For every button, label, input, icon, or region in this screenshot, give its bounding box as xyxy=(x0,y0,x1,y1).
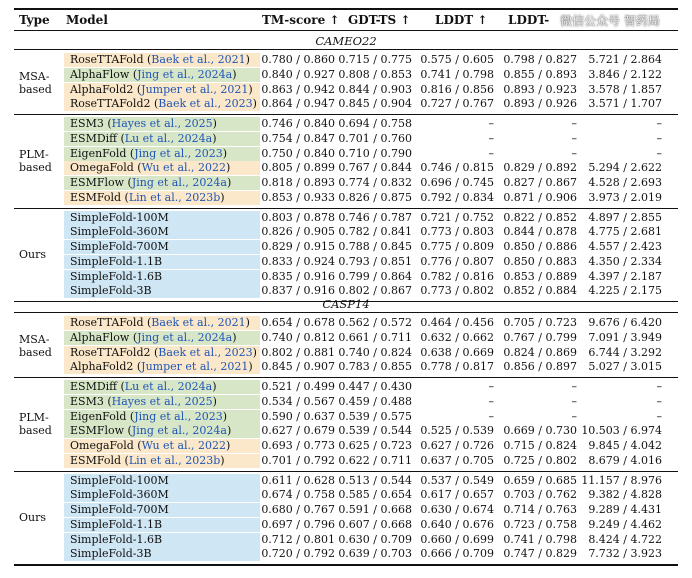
lddt-cell: 0.696 / 0.745 xyxy=(420,176,494,189)
lddt-cell: 0.630 / 0.674 xyxy=(420,503,494,516)
lddt-second-cell: 0.871 / 0.906 xyxy=(503,190,577,204)
table-top-rule xyxy=(14,8,678,10)
model-name xyxy=(70,225,169,239)
lddt-cell: 0.775 / 0.809 xyxy=(420,240,494,253)
model-name: AlphaFold2 (Jumper et al., 2021) xyxy=(70,360,253,374)
model-label: ESMDiff xyxy=(70,131,117,145)
model-name xyxy=(70,211,169,225)
model-label: AlphaFold2 xyxy=(70,360,134,374)
lddt-second-cell: 0.798 / 0.827 xyxy=(503,53,577,66)
citation-link[interactable]: Jing et al., 2024a xyxy=(137,330,233,344)
model-label: SimpleFold-700M xyxy=(70,503,169,516)
group-type-line: MSA- xyxy=(19,69,50,83)
lddt-second-cell: – xyxy=(571,394,577,408)
model-name: AlphaFlow (Jing et al., 2024a) xyxy=(70,330,237,344)
tm-score-cell: 0.864 / 0.947 xyxy=(261,97,335,111)
gdt-ts-cell: 0.447 / 0.430 xyxy=(338,380,412,393)
group-rule xyxy=(14,208,678,209)
model-name: OmegaFold (Wu et al., 2022) xyxy=(70,439,231,452)
group-type-line: Ours xyxy=(19,248,47,262)
lddt-second-cell: 0.893 / 0.923 xyxy=(503,82,577,96)
model-name: EigenFold (Jing et al., 2023) xyxy=(70,146,228,160)
lddt-second-cell: 0.852 / 0.884 xyxy=(503,284,577,298)
gdt-ts-cell: 0.788 / 0.845 xyxy=(338,240,412,253)
citation-link[interactable]: Lin et al., 2023b xyxy=(128,190,221,204)
lddt-second-cell: 0.856 / 0.897 xyxy=(503,360,577,374)
lddt-cell: 0.778 / 0.817 xyxy=(420,360,494,374)
lddt-second-cell: – xyxy=(571,131,577,145)
lddt-cell: – xyxy=(488,146,494,160)
model-label: SimpleFold-1.6B xyxy=(70,532,163,546)
group-type-line: PLM- xyxy=(19,411,49,425)
gdt-ts-cell: 0.625 / 0.723 xyxy=(338,439,412,452)
lddt-second-cell: 0.824 / 0.869 xyxy=(503,345,577,359)
lddt-cell: – xyxy=(488,394,494,408)
tm-score-cell: 0.740 / 0.812 xyxy=(261,330,335,344)
rmsd-cell: 9.249 / 4.462 xyxy=(588,517,662,531)
citation-link[interactable]: Lu et al., 2024a xyxy=(124,131,213,145)
citation-link[interactable]: Baek et al., 2021 xyxy=(151,316,246,329)
header-model: Model xyxy=(66,13,108,27)
group-type-line: based xyxy=(19,161,52,175)
rmsd-cell: 4.775 / 2.681 xyxy=(588,225,662,239)
model-name: ESMFlow (Jing et al., 2024a) xyxy=(70,424,232,438)
citation-link[interactable]: Lin et al., 2023b xyxy=(128,453,221,467)
rmsd-cell: 9.289 / 4.431 xyxy=(588,503,662,516)
tm-score-cell: 0.521 / 0.499 xyxy=(261,380,335,393)
rmsd-cell: – xyxy=(656,117,662,130)
group-type-label xyxy=(19,411,52,437)
model-name: RoseTTAFold2 (Baek et al., 2023) xyxy=(70,345,257,359)
lddt-cell: 0.617 / 0.657 xyxy=(420,488,494,502)
rmsd-cell: 4.397 / 2.187 xyxy=(588,269,662,283)
gdt-ts-cell: 0.782 / 0.841 xyxy=(338,225,412,239)
citation-link[interactable]: Baek et al., 2023 xyxy=(158,345,253,359)
tm-score-cell: 0.835 / 0.916 xyxy=(261,269,335,283)
rmsd-cell: 3.846 / 2.122 xyxy=(588,67,662,81)
group-type-line: Ours xyxy=(19,511,47,525)
tm-score-cell: 0.840 / 0.927 xyxy=(261,67,335,81)
model-label: ESMFold xyxy=(70,453,122,467)
gdt-ts-cell: 0.639 / 0.703 xyxy=(338,547,412,561)
rmsd-cell: 8.424 / 4.722 xyxy=(588,532,662,546)
lddt-second-cell: 0.723 / 0.758 xyxy=(503,517,577,531)
model-name: ESMDiff (Lu et al., 2024a) xyxy=(70,380,217,393)
citation-link[interactable]: Hayes et al., 2025 xyxy=(111,394,213,408)
rmsd-cell: 10.503 / 6.974 xyxy=(581,424,662,438)
model-label: ESMFold xyxy=(70,190,122,204)
model-name xyxy=(70,255,162,269)
model-label: SimpleFold-3B xyxy=(70,547,152,561)
tm-score-cell: 0.590 / 0.637 xyxy=(261,409,335,423)
lddt-second-cell: – xyxy=(571,117,577,130)
gdt-ts-cell: 0.740 / 0.824 xyxy=(338,345,412,359)
model-label: SimpleFold-360M xyxy=(70,488,169,502)
lddt-second-cell: 0.829 / 0.892 xyxy=(503,161,577,175)
gdt-ts-cell: 0.802 / 0.867 xyxy=(338,284,412,298)
group-type-line: based xyxy=(19,345,52,359)
lddt-cell: 0.640 / 0.676 xyxy=(420,517,494,531)
citation-link[interactable]: Jing et al., 2023 xyxy=(134,146,223,160)
tm-score-cell: 0.829 / 0.915 xyxy=(261,240,335,253)
citation-link[interactable]: Jing et al., 2024a xyxy=(131,424,227,438)
gdt-ts-cell: 0.808 / 0.853 xyxy=(338,67,412,81)
header-lddt: LDDT ↑ xyxy=(435,13,488,27)
header-rule xyxy=(14,30,678,31)
tm-score-cell: 0.802 / 0.881 xyxy=(261,345,335,359)
gdt-ts-cell: 0.844 / 0.903 xyxy=(338,82,412,96)
model-name: RoseTTAFold (Baek et al., 2021) xyxy=(70,316,250,329)
model-label: RoseTTAFold xyxy=(70,316,144,329)
model-name: AlphaFold2 (Jumper et al., 2021) xyxy=(70,82,253,96)
rmsd-cell: 4.350 / 2.334 xyxy=(588,254,662,268)
lddt-second-cell: 0.714 / 0.763 xyxy=(503,503,577,516)
model-name xyxy=(70,503,169,517)
rmsd-cell: 5.027 / 3.015 xyxy=(588,360,662,374)
lddt-second-cell: 0.703 / 0.762 xyxy=(503,488,577,502)
group-rule xyxy=(14,471,678,472)
rmsd-cell: 3.578 / 1.857 xyxy=(588,82,662,96)
model-label: RoseTTAFold2 xyxy=(70,97,151,111)
lddt-second-cell: 0.853 / 0.889 xyxy=(503,269,577,283)
rmsd-cell: 7.091 / 3.949 xyxy=(588,330,662,344)
model-label: SimpleFold-100M xyxy=(70,210,169,224)
model-name: ESMDiff (Lu et al., 2024a) xyxy=(70,131,217,145)
model-name xyxy=(70,270,162,284)
model-name: RoseTTAFold2 (Baek et al., 2023) xyxy=(70,97,257,111)
gdt-ts-cell: 0.710 / 0.790 xyxy=(338,146,412,160)
model-name: ESMFold (Lin et al., 2023b) xyxy=(70,190,225,204)
rmsd-cell: 9.676 / 6.420 xyxy=(588,316,662,329)
tm-score-cell: 0.805 / 0.899 xyxy=(261,161,335,175)
tm-score-cell: 0.826 / 0.905 xyxy=(261,225,335,239)
lddt-cell: 0.727 / 0.767 xyxy=(420,97,494,111)
lddt-second-cell: – xyxy=(571,146,577,160)
group-rule xyxy=(14,377,678,378)
tm-score-cell: 0.818 / 0.893 xyxy=(261,176,335,189)
group-type-label xyxy=(19,333,52,359)
lddt-second-cell: 0.659 / 0.685 xyxy=(503,473,577,487)
model-name xyxy=(70,547,152,561)
model-label: SimpleFold-1.6B xyxy=(70,269,163,283)
citation-link[interactable]: Wu et al., 2022 xyxy=(141,439,227,452)
header-gdt-ts: GDT-TS ↑ xyxy=(348,13,411,27)
lddt-cell: 0.746 / 0.815 xyxy=(420,161,494,175)
model-label: EigenFold xyxy=(70,409,127,423)
tm-score-cell: 0.803 / 0.878 xyxy=(261,210,335,224)
gdt-ts-cell: 0.585 / 0.654 xyxy=(338,488,412,502)
gdt-ts-cell: 0.630 / 0.709 xyxy=(338,532,412,546)
lddt-cell: 0.525 / 0.539 xyxy=(420,424,494,438)
lddt-cell: 0.632 / 0.662 xyxy=(420,330,494,344)
model-label: OmegaFold xyxy=(70,439,134,452)
model-label: EigenFold xyxy=(70,146,127,160)
model-name xyxy=(70,474,169,488)
group-type-line: MSA- xyxy=(19,332,50,346)
model-label: SimpleFold-700M xyxy=(70,240,169,253)
model-label: ESMDiff xyxy=(70,380,117,393)
tm-score-cell: 0.746 / 0.840 xyxy=(261,117,335,130)
section-title: CAMEO22 xyxy=(315,34,377,48)
group-type-line: based xyxy=(19,82,52,96)
rmsd-cell: 8.679 / 4.016 xyxy=(588,453,662,467)
tm-score-cell: 0.674 / 0.758 xyxy=(261,488,335,502)
lddt-cell: – xyxy=(488,380,494,393)
lddt-cell: 0.776 / 0.807 xyxy=(420,254,494,268)
gdt-ts-cell: 0.539 / 0.575 xyxy=(338,409,412,423)
model-name: AlphaFlow (Jing et al., 2024a) xyxy=(70,67,237,81)
model-label: ESMFlow xyxy=(70,424,125,438)
group-type-label xyxy=(19,70,52,96)
lddt-second-cell: 0.669 / 0.730 xyxy=(503,424,577,438)
lddt-second-cell: 0.893 / 0.926 xyxy=(503,97,577,111)
gdt-ts-cell: 0.459 / 0.488 xyxy=(338,394,412,408)
header-type: Type xyxy=(19,13,50,27)
tm-score-cell: 0.845 / 0.907 xyxy=(261,360,335,374)
model-name: ESMFlow (Jing et al., 2024a) xyxy=(70,176,232,189)
model-name: EigenFold (Jing et al., 2023) xyxy=(70,409,228,423)
gdt-ts-cell: 0.539 / 0.544 xyxy=(338,424,412,438)
model-label: AlphaFlow xyxy=(70,330,130,344)
rmsd-cell: 4.225 / 2.175 xyxy=(588,284,662,298)
lddt-cell: 0.782 / 0.816 xyxy=(420,269,494,283)
rmsd-cell: 9.845 / 4.042 xyxy=(588,439,662,452)
citation-link[interactable]: Jing et al., 2023 xyxy=(134,409,223,423)
tm-score-cell: 0.720 / 0.792 xyxy=(261,547,335,561)
gdt-ts-cell: 0.591 / 0.668 xyxy=(338,503,412,516)
citation-link[interactable]: Jing et al., 2024a xyxy=(131,176,227,189)
citation-link[interactable]: Wu et al., 2022 xyxy=(141,161,227,175)
gdt-ts-cell: 0.715 / 0.775 xyxy=(338,53,412,66)
rmsd-cell: 7.732 / 3.923 xyxy=(588,547,662,561)
rmsd-cell: 11.157 / 8.976 xyxy=(581,473,662,487)
tm-score-cell: 0.863 / 0.942 xyxy=(261,82,335,96)
model-label: ESMFlow xyxy=(70,176,125,189)
model-label: OmegaFold xyxy=(70,161,134,175)
lddt-cell: 0.627 / 0.726 xyxy=(420,439,494,452)
header-lddt-second: LDDT- xyxy=(508,13,550,27)
group-type-label xyxy=(19,511,46,524)
model-label: SimpleFold-3B xyxy=(70,284,152,298)
lddt-cell: 0.464 / 0.456 xyxy=(420,316,494,329)
gdt-ts-cell: 0.607 / 0.668 xyxy=(338,517,412,531)
rmsd-cell: 4.557 / 2.423 xyxy=(588,240,662,253)
lddt-cell: 0.741 / 0.798 xyxy=(420,67,494,81)
tm-score-cell: 0.697 / 0.796 xyxy=(261,517,335,531)
rmsd-cell: 4.528 / 2.693 xyxy=(588,176,662,189)
citation-link[interactable]: Hayes et al., 2025 xyxy=(111,117,213,130)
lddt-second-cell: 0.844 / 0.878 xyxy=(503,225,577,239)
lddt-cell: 0.792 / 0.834 xyxy=(420,190,494,204)
gdt-ts-cell: 0.701 / 0.760 xyxy=(338,131,412,145)
lddt-second-cell: 0.715 / 0.824 xyxy=(503,439,577,452)
citation-link[interactable]: Jumper et al., 2021 xyxy=(141,360,249,374)
tm-score-cell: 0.654 / 0.678 xyxy=(261,316,335,329)
lddt-second-cell: 0.767 / 0.799 xyxy=(503,330,577,344)
rmsd-cell: – xyxy=(656,146,662,160)
model-label: AlphaFlow xyxy=(70,67,130,81)
group-type-label xyxy=(19,148,52,174)
model-name: RoseTTAFold (Baek et al., 2021) xyxy=(70,53,250,66)
rmsd-cell: – xyxy=(656,409,662,423)
lddt-cell: 0.638 / 0.669 xyxy=(420,345,494,359)
citation-link[interactable]: Jing et al., 2024a xyxy=(137,67,233,81)
lddt-cell: 0.660 / 0.699 xyxy=(420,532,494,546)
lddt-second-cell: – xyxy=(571,380,577,393)
model-name xyxy=(70,533,162,547)
lddt-second-cell: 0.850 / 0.883 xyxy=(503,254,577,268)
model-name: ESM3 (Hayes et al., 2025) xyxy=(70,117,217,130)
lddt-second-cell: – xyxy=(571,409,577,423)
tm-score-cell: 0.833 / 0.924 xyxy=(261,254,335,268)
rmsd-cell: – xyxy=(656,380,662,393)
group-type-line: PLM- xyxy=(19,148,49,162)
model-label: SimpleFold-1.1B xyxy=(70,254,163,268)
header-tm-score: TM-score ↑ xyxy=(262,13,340,27)
model-label: ESM3 xyxy=(70,394,104,408)
group-type-line: based xyxy=(19,424,52,438)
watermark-text: 微信公众号 智药局 xyxy=(560,14,660,28)
model-name: OmegaFold (Wu et al., 2022) xyxy=(70,161,231,175)
tm-score-cell: 0.780 / 0.860 xyxy=(261,53,335,66)
lddt-cell: 0.773 / 0.803 xyxy=(420,225,494,239)
tm-score-cell: 0.750 / 0.840 xyxy=(261,146,335,160)
gdt-ts-cell: 0.661 / 0.711 xyxy=(338,330,412,344)
rmsd-cell: 3.571 / 1.707 xyxy=(588,97,662,111)
table-bottom-rule xyxy=(14,564,678,566)
rmsd-cell: – xyxy=(656,131,662,145)
lddt-second-cell: 0.741 / 0.798 xyxy=(503,532,577,546)
model-label: SimpleFold-100M xyxy=(70,473,169,487)
rmsd-cell: 3.973 / 2.019 xyxy=(588,190,662,204)
tm-score-cell: 0.853 / 0.933 xyxy=(261,190,335,204)
gdt-ts-cell: 0.694 / 0.758 xyxy=(338,117,412,130)
tm-score-cell: 0.754 / 0.847 xyxy=(261,131,335,145)
citation-link[interactable]: Jumper et al., 2021 xyxy=(141,82,249,96)
model-label: ESM3 xyxy=(70,117,104,130)
section-rule xyxy=(14,49,678,50)
gdt-ts-cell: 0.799 / 0.864 xyxy=(338,269,412,283)
model-name xyxy=(70,488,169,502)
tm-score-cell: 0.837 / 0.916 xyxy=(261,284,335,298)
lddt-second-cell: 0.705 / 0.723 xyxy=(503,316,577,329)
model-label: RoseTTAFold xyxy=(70,53,144,66)
rmsd-cell: 5.721 / 2.864 xyxy=(588,53,662,66)
gdt-ts-cell: 0.793 / 0.851 xyxy=(338,254,412,268)
lddt-second-cell: 0.827 / 0.867 xyxy=(503,176,577,189)
model-label: SimpleFold-1.1B xyxy=(70,517,163,531)
model-label: RoseTTAFold2 xyxy=(70,345,151,359)
lddt-cell: 0.721 / 0.752 xyxy=(420,210,494,224)
gdt-ts-cell: 0.774 / 0.832 xyxy=(338,176,412,189)
tm-score-cell: 0.534 / 0.567 xyxy=(261,394,335,408)
tm-score-cell: 0.627 / 0.679 xyxy=(261,424,335,438)
group-type-label xyxy=(19,248,46,261)
tm-score-cell: 0.701 / 0.792 xyxy=(261,453,335,467)
lddt-second-cell: 0.822 / 0.852 xyxy=(503,210,577,224)
citation-link[interactable]: Baek et al., 2021 xyxy=(151,53,246,66)
gdt-ts-cell: 0.622 / 0.711 xyxy=(338,453,412,467)
lddt-cell: – xyxy=(488,117,494,130)
lddt-cell: 0.637 / 0.705 xyxy=(420,453,494,467)
gdt-ts-cell: 0.767 / 0.844 xyxy=(338,161,412,175)
rmsd-cell: 5.294 / 2.622 xyxy=(588,161,662,175)
section-title: CASP14 xyxy=(322,297,370,311)
model-label: AlphaFold2 xyxy=(70,82,134,96)
tm-score-cell: 0.693 / 0.773 xyxy=(261,439,335,452)
lddt-cell: 0.816 / 0.856 xyxy=(420,82,494,96)
gdt-ts-cell: 0.562 / 0.572 xyxy=(338,316,412,329)
tm-score-cell: 0.680 / 0.767 xyxy=(261,503,335,516)
lddt-cell: 0.575 / 0.605 xyxy=(420,53,494,66)
lddt-second-cell: 0.747 / 0.829 xyxy=(503,547,577,561)
citation-link[interactable]: Baek et al., 2023 xyxy=(158,97,253,111)
rmsd-cell: – xyxy=(656,394,662,408)
rmsd-cell: 9.382 / 4.828 xyxy=(588,488,662,502)
lddt-cell: 0.773 / 0.802 xyxy=(420,284,494,298)
group-rule xyxy=(14,114,678,115)
tm-score-cell: 0.611 / 0.628 xyxy=(261,473,335,487)
gdt-ts-cell: 0.845 / 0.904 xyxy=(338,97,412,111)
section-rule xyxy=(14,312,678,313)
rmsd-cell: 4.897 / 2.855 xyxy=(588,210,662,224)
lddt-cell: – xyxy=(488,409,494,423)
rmsd-cell: 6.744 / 3.292 xyxy=(588,345,662,359)
tm-score-cell: 0.712 / 0.801 xyxy=(261,532,335,546)
gdt-ts-cell: 0.826 / 0.875 xyxy=(338,190,412,204)
lddt-cell: – xyxy=(488,131,494,145)
citation-link[interactable]: Lu et al., 2024a xyxy=(124,380,213,393)
lddt-cell: 0.666 / 0.709 xyxy=(420,547,494,561)
gdt-ts-cell: 0.783 / 0.855 xyxy=(338,360,412,374)
model-label: SimpleFold-360M xyxy=(70,225,169,239)
lddt-second-cell: 0.850 / 0.886 xyxy=(503,240,577,253)
model-name: ESMFold (Lin et al., 2023b) xyxy=(70,453,225,467)
model-name: ESM3 (Hayes et al., 2025) xyxy=(70,394,217,408)
gdt-ts-cell: 0.513 / 0.544 xyxy=(338,473,412,487)
model-name xyxy=(70,518,162,532)
lddt-second-cell: 0.855 / 0.893 xyxy=(503,67,577,81)
lddt-cell: 0.537 / 0.549 xyxy=(420,473,494,487)
gdt-ts-cell: 0.746 / 0.787 xyxy=(338,210,412,224)
model-name xyxy=(70,240,169,254)
lddt-second-cell: 0.725 / 0.802 xyxy=(503,453,577,467)
